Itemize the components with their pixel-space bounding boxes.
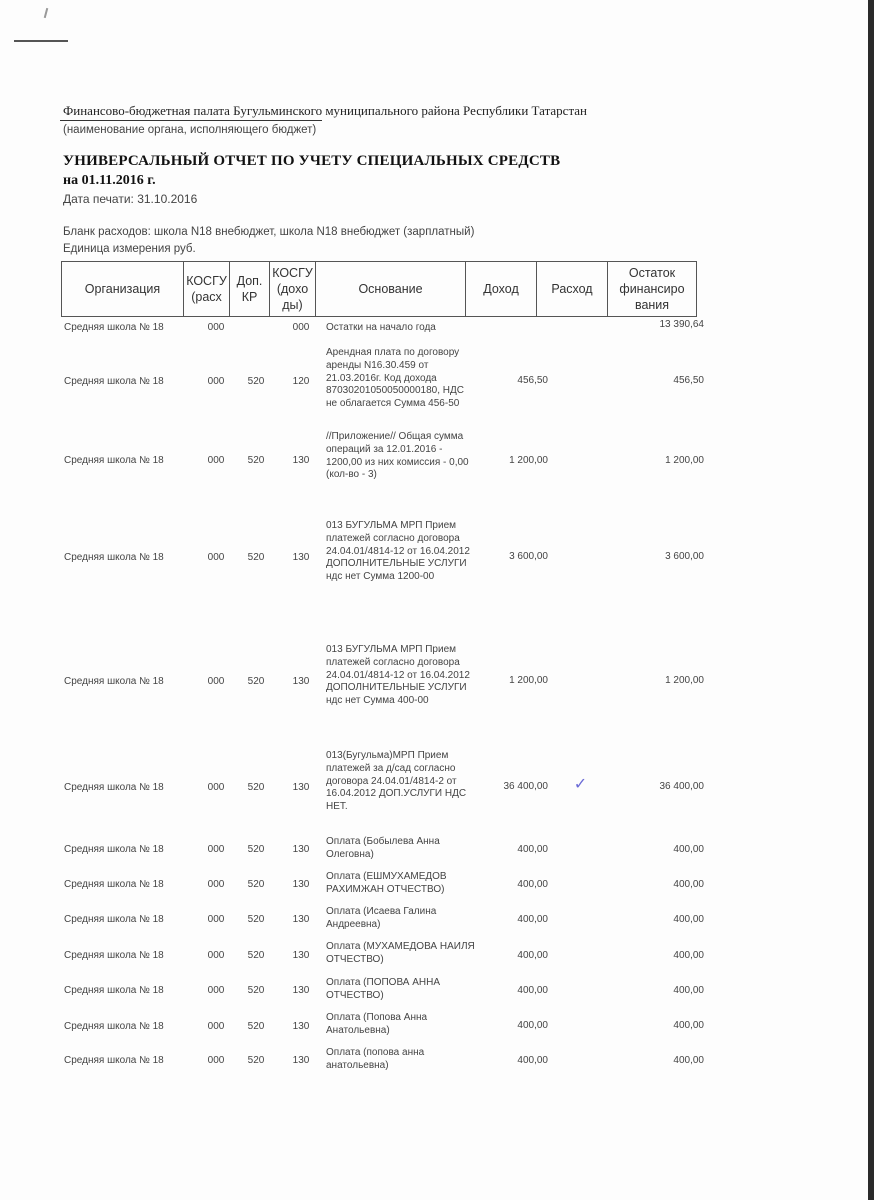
cell-dop-kr: 520 (247, 782, 265, 793)
cell-income: 400,00 (517, 879, 548, 890)
cell-kosgu-income: 130 (292, 782, 310, 793)
header-org: Организация (62, 262, 184, 317)
cell-kosgu-income: 130 (292, 552, 310, 563)
header-kosgu-income: КОСГУ (дохо ды) (270, 262, 316, 317)
cell-income: 3 600,00 (509, 551, 548, 562)
cell-expense-check: ✓ (573, 776, 588, 793)
cell-basis: 013 БУГУЛЬМА МРП Прием платежей согласно договора 24.04.01/4814-12 от 16.04.2012 ДОПОЛНИТЕЛЬНЫЕ УСЛУГИ ндс нет Сумма 1200-00 (326, 520, 470, 583)
cell-rest: 13 390,64 (659, 319, 704, 330)
cell-kosgu: 000 (207, 1055, 225, 1066)
cell-org: Средняя школа № 18 (64, 322, 164, 333)
cell-kosgu-income: 130 (292, 1021, 310, 1032)
cell-kosgu: 000 (207, 376, 225, 387)
cell-income: 400,00 (517, 1055, 548, 1066)
cell-org: Средняя школа № 18 (64, 455, 164, 466)
cell-kosgu-income: 120 (292, 376, 310, 387)
cell-kosgu: 000 (207, 879, 225, 890)
report-date: на 01.11.2016 г. (63, 173, 156, 188)
cell-org: Средняя школа № 18 (64, 1055, 164, 1066)
header-basis: Основание (316, 262, 466, 317)
cell-org: Средняя школа № 18 (64, 950, 164, 961)
cell-dop-kr: 520 (247, 985, 265, 996)
cell-income: 400,00 (517, 1020, 548, 1031)
cell-dop-kr: 520 (247, 844, 265, 855)
cell-org: Средняя школа № 18 (64, 376, 164, 387)
cell-kosgu-income: 130 (292, 455, 310, 466)
header-kosgu-expense: КОСГУ (расх (184, 262, 230, 317)
cell-basis: Оплата (ЕШМУХАМЕДОВ РАХИМЖАН ОТЧЕСТВО) (326, 871, 447, 895)
header-dop-kr: Доп. КР (230, 262, 270, 317)
cell-rest: 1 200,00 (665, 675, 704, 686)
cell-rest: 400,00 (673, 950, 704, 961)
cell-income: 36 400,00 (503, 781, 548, 792)
cell-rest: 36 400,00 (659, 781, 704, 792)
cell-rest: 3 600,00 (665, 551, 704, 562)
cell-kosgu: 000 (207, 322, 225, 333)
cell-rest: 400,00 (673, 1020, 704, 1031)
blank-line: Бланк расходов: школа N18 внебюджет, школа N18 внебюджет (зарплатный) (63, 226, 475, 238)
cell-kosgu: 000 (207, 844, 225, 855)
cell-kosgu: 000 (207, 985, 225, 996)
cell-basis: //Приложение// Общая сумма операций за 12.01.2016 - 1200,00 из них комиссия - 0,00 (кол-во - 3) (326, 431, 469, 481)
print-date: Дата печати: 31.10.2016 (63, 192, 198, 206)
cell-rest: 400,00 (673, 985, 704, 996)
cell-kosgu-income: 130 (292, 879, 310, 890)
cell-org: Средняя школа № 18 (64, 676, 164, 687)
cell-org: Средняя школа № 18 (64, 844, 164, 855)
cell-dop-kr: 520 (247, 879, 265, 890)
cell-kosgu: 000 (207, 676, 225, 687)
cell-kosgu-income: 000 (292, 322, 310, 333)
scan-edge-shadow (868, 0, 874, 1200)
cell-org: Средняя школа № 18 (64, 985, 164, 996)
cell-rest: 456,50 (673, 375, 704, 386)
cell-kosgu: 000 (207, 782, 225, 793)
cell-income: 1 200,00 (509, 455, 548, 466)
cell-rest: 400,00 (673, 879, 704, 890)
cell-dop-kr: 520 (247, 552, 265, 563)
cell-basis: 013(Бугульма)МРП Прием платежей за д/сад согласно договора 24.04.01/4814-2 от 16.04.2012 ДОП.УСЛУГИ НДС НЕТ. (326, 750, 467, 813)
cell-kosgu-income: 130 (292, 676, 310, 687)
cell-basis: 013 БУГУЛЬМА МРП Прием платежей согласно договора 24.04.01/4814-12 от 16.04.2012 ДОПОЛНИТЕЛЬНЫЕ УСЛУГИ ндс нет Сумма 400-00 (326, 644, 470, 707)
cell-kosgu: 000 (207, 552, 225, 563)
report-table-header (61, 261, 697, 317)
cell-basis: Остатки на начало года (326, 322, 436, 333)
scan-dot (44, 8, 49, 18)
cell-income: 400,00 (517, 985, 548, 996)
header-expense: Расход (537, 262, 608, 317)
cell-org: Средняя школа № 18 (64, 782, 164, 793)
cell-rest: 400,00 (673, 1055, 704, 1066)
cell-dop-kr: 520 (247, 914, 265, 925)
cell-basis: Оплата (ПОПОВА АННА ОТЧЕСТВО) (326, 977, 441, 1001)
cell-kosgu-income: 130 (292, 914, 310, 925)
cell-kosgu-income: 130 (292, 844, 310, 855)
cell-basis: Оплата (Бобылева Анна Олеговна) (326, 836, 440, 860)
cell-dop-kr: 520 (247, 950, 265, 961)
cell-income: 400,00 (517, 844, 548, 855)
cell-org: Средняя школа № 18 (64, 552, 164, 563)
cell-org: Средняя школа № 18 (64, 879, 164, 890)
cell-kosgu: 000 (207, 914, 225, 925)
organization-line: Финансово-бюджетная палата Бугульминского муниципального района Республики Татарстан (63, 103, 588, 118)
cell-dop-kr: 520 (247, 1055, 265, 1066)
cell-basis: Оплата (попова анна анатольевна) (326, 1047, 425, 1071)
cell-kosgu-income: 130 (292, 985, 310, 996)
cell-rest: 1 200,00 (665, 455, 704, 466)
cell-dop-kr: 520 (247, 1021, 265, 1032)
cell-kosgu-income: 130 (292, 950, 310, 961)
organization-caption: (наименование органа, исполняющего бюджет) (63, 124, 317, 136)
cell-org: Средняя школа № 18 (64, 1021, 164, 1032)
cell-kosgu: 000 (207, 455, 225, 466)
scan-mark (14, 40, 68, 42)
header-rest: Остаток финансиро вания (608, 262, 697, 317)
organization-underline (60, 120, 322, 121)
cell-dop-kr: 520 (247, 676, 265, 687)
unit-line: Единица измерения руб. (63, 243, 196, 255)
cell-basis: Арендная плата по договору аренды N16.30.459 от 21.03.2016г. Код дохода 87030201050050000180, НДС не облагается Сумма 456-50 (326, 347, 465, 410)
cell-kosgu-income: 130 (292, 1055, 310, 1066)
cell-rest: 400,00 (673, 844, 704, 855)
cell-income: 456,50 (517, 375, 548, 386)
cell-rest: 400,00 (673, 914, 704, 925)
report-title: УНИВЕРСАЛЬНЫЙ ОТЧЕТ ПО УЧЕТУ СПЕЦИАЛЬНЫХ СРЕДСТВ (63, 153, 561, 169)
cell-dop-kr: 520 (247, 376, 265, 387)
cell-basis: Оплата (Исаева Галина Андреевна) (326, 906, 437, 930)
cell-dop-kr: 520 (247, 455, 265, 466)
cell-basis: Оплата (Попова Анна Анатольевна) (326, 1012, 428, 1036)
header-income: Доход (466, 262, 537, 317)
cell-income: 400,00 (517, 950, 548, 961)
cell-income: 400,00 (517, 914, 548, 925)
cell-basis: Оплата (МУХАМЕДОВА НАИЛЯ ОТЧЕСТВО) (326, 941, 475, 965)
cell-org: Средняя школа № 18 (64, 914, 164, 925)
cell-kosgu: 000 (207, 950, 225, 961)
cell-income: 1 200,00 (509, 675, 548, 686)
cell-kosgu: 000 (207, 1021, 225, 1032)
